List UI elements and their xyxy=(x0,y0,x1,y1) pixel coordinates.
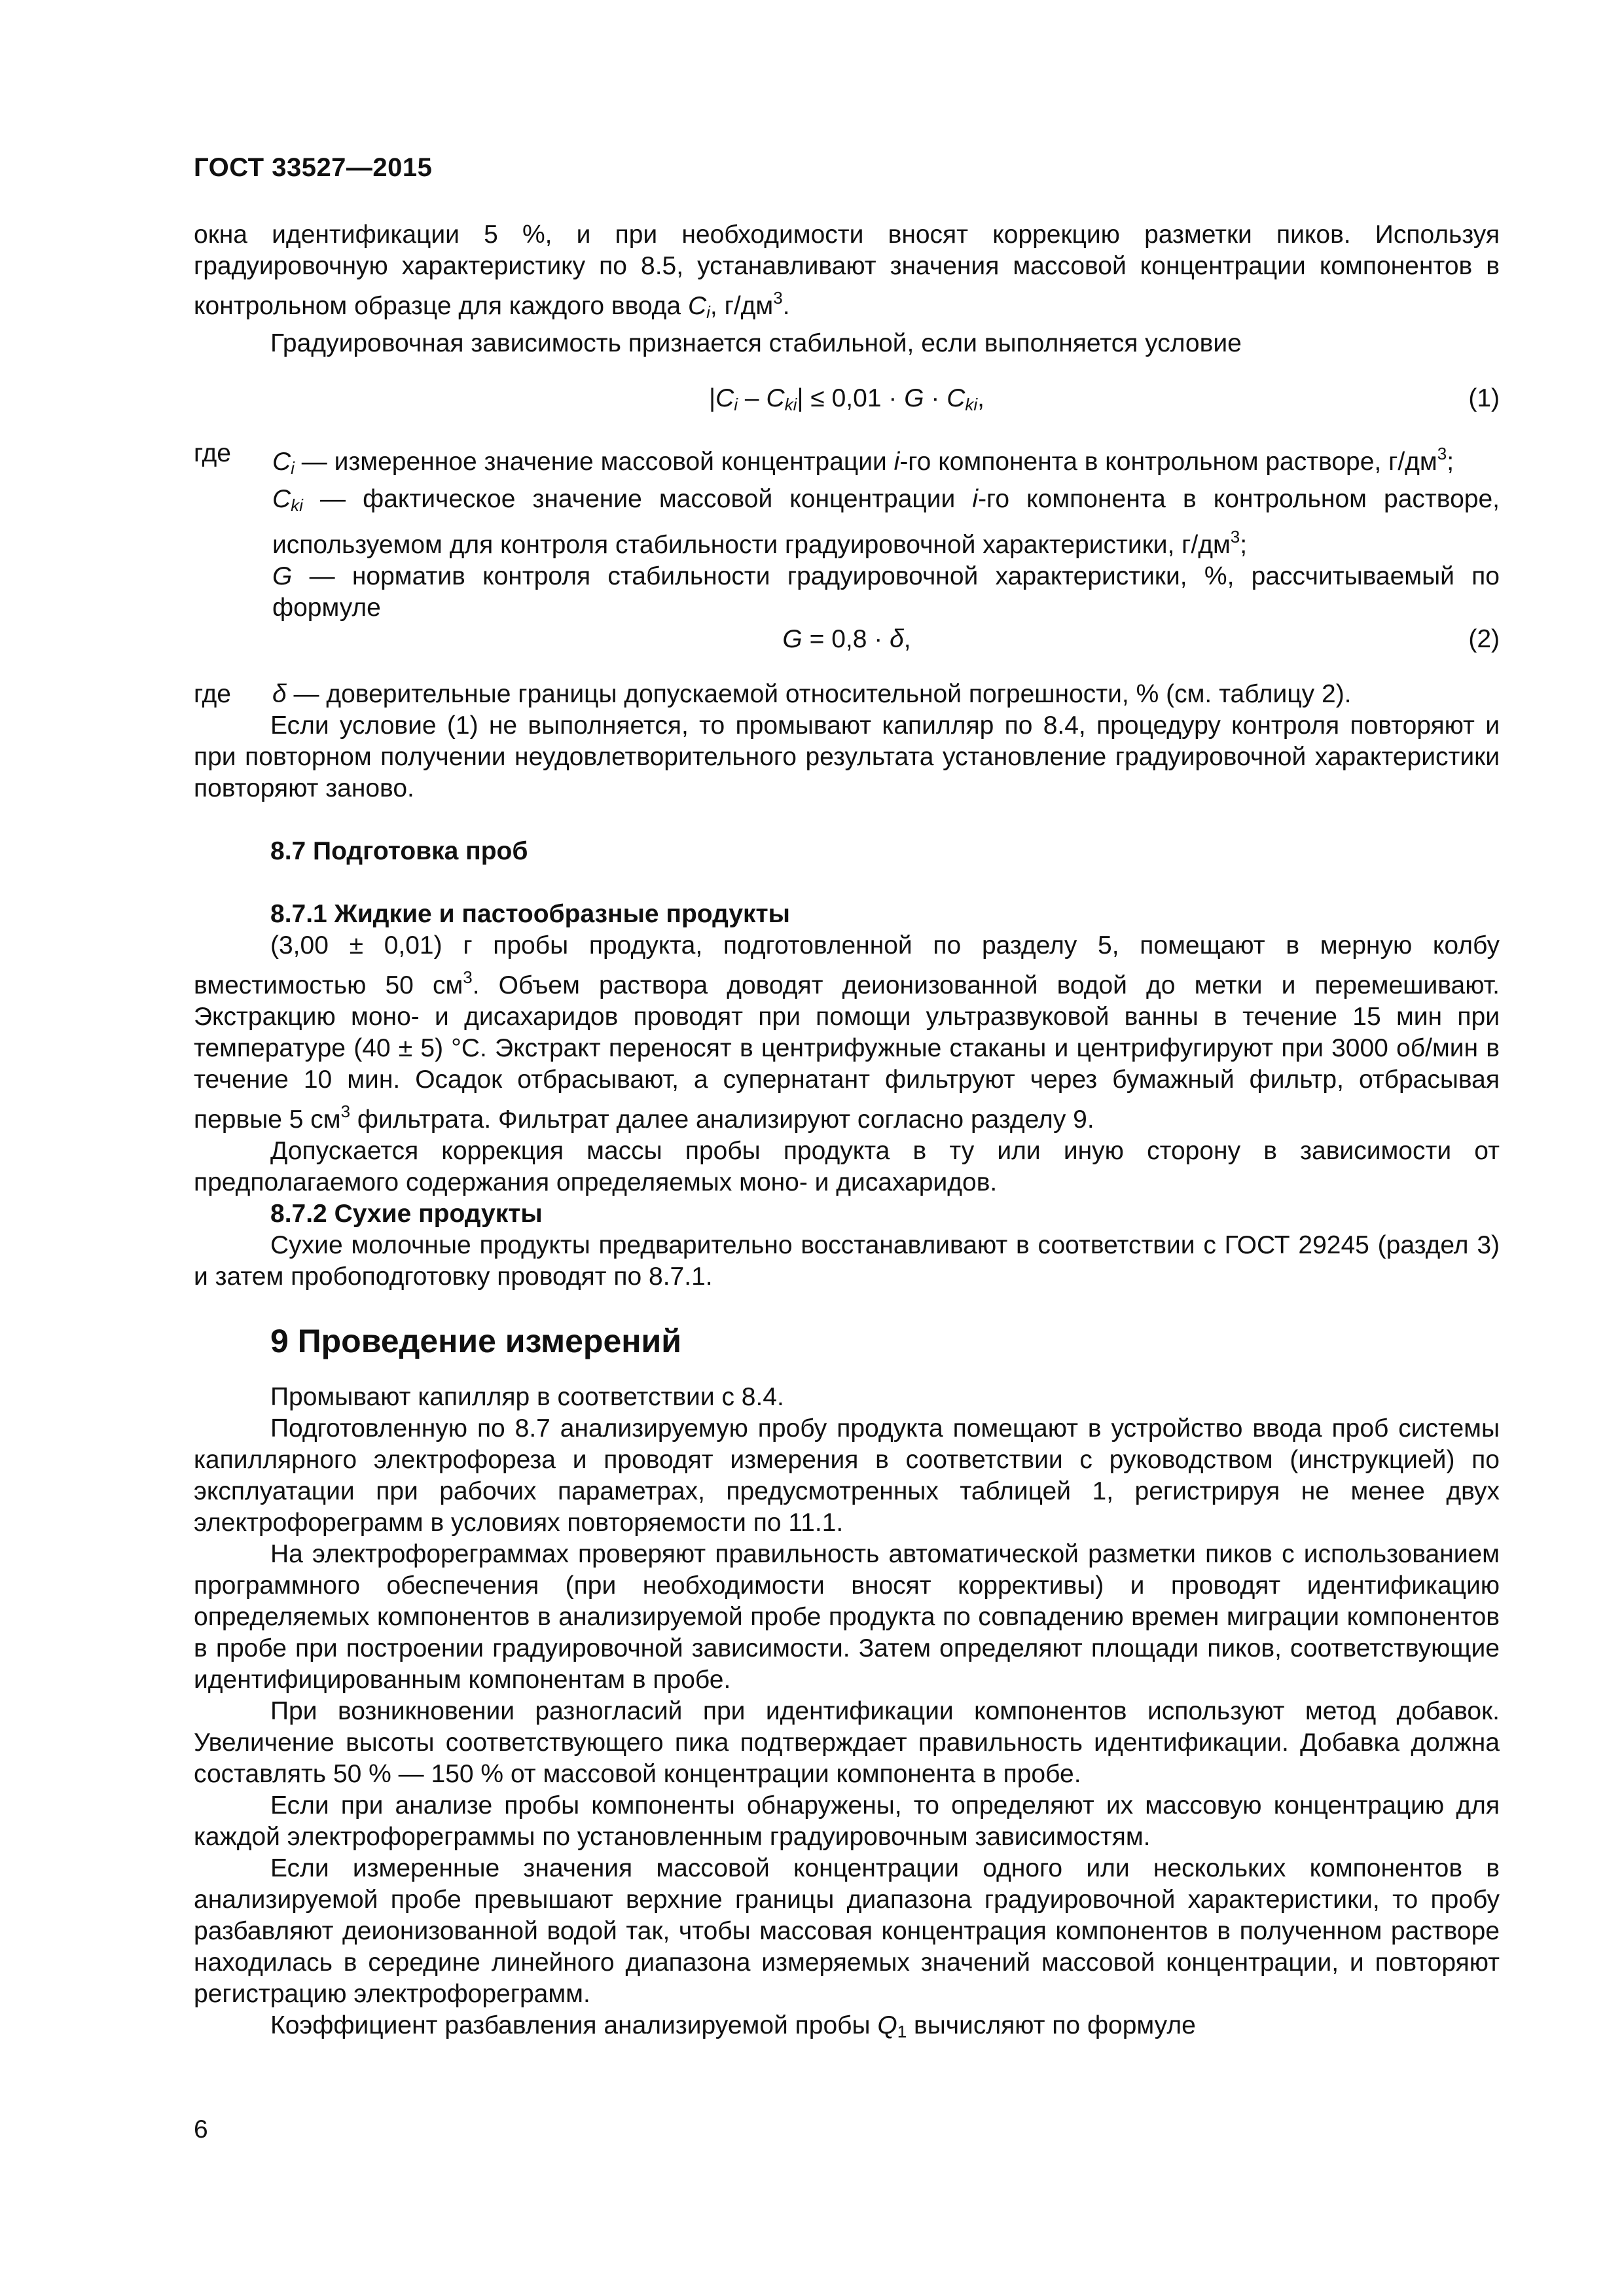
subsection-heading: 8.7.2 Сухие продукты xyxy=(270,1200,543,1228)
paragraph: Коэффициент разбавления анализируемой пробы $Q_1$ вычисляют по формуле xyxy=(270,2011,1196,2041)
paragraph: Сухие молочные продукты предварительно восстанавливают в соответствии с ГОСТ 29245 (раздел 3) и затем пробоподготовку проводят по 8.7.1. xyxy=(194,1231,1500,1291)
definition: G — норматив контроля стабильности градуировочной характеристики, %, рассчитываемый по формуле xyxy=(272,562,1500,622)
paragraph: Если измеренные значения массовой концентрации одного или нескольких компонентов в анализируемой пробе превышают верхние границы диапазона градуировочной характеристики, то пробу разбавляют деионизованной водой так, чтобы массовая концентрация компонентов в полученном растворе находилась в середине линейного диапазона измеряемых значений массовой концентрации, и повторяют регистрацию электрофореграмм. xyxy=(194,1854,1500,2008)
paragraph: На электрофореграммах проверяют правильность автоматической разметки пиков с использованием программного обеспечения (при необходимости вносят коррективы) и проводят идентификацию определяемых компонентов в анализируемой пробе продукта по совпадению времен миграции компонентов в пробе при построении градуировочной зависимости. Затем определяют площади пиков, соответствующие идентифицированным компонентам в пробе. xyxy=(194,1540,1500,1694)
where-block-1: где $C_i$ — измеренное значение массовой концентрации i-го компонента в контрольном растворе, $г/дм^3$; $C_{ki}$ — фактическое значение массовой концентрации i-го компонента в контрольном растворе, используемом для контроля стабильности градуировочной характеристики, $г/дм^3$; G — норматив контроля стабильности градуировочной характеристики, %, рассчитываемый по формуле xyxy=(194,438,1500,624)
formula-2: G = 0,8 · δ, (2) xyxy=(194,624,1500,655)
paragraph: Если при анализе пробы компоненты обнаружены, то определяют их массовую концентрацию для каждой электрофореграммы по установленным градуировочным зависимостям. xyxy=(194,1791,1500,1851)
paragraph: Допускается коррекция массы пробы продукта в ту или иную сторону в зависимости от предполагаемого содержания определяемых моно- и дисахаридов. xyxy=(194,1137,1500,1196)
chapter-heading: 9 Проведение измерений xyxy=(270,1323,681,1359)
paragraph: окна идентификации 5 %, и при необходимости вносят коррекцию разметки пиков. Используя градуировочную характеристику по 8.5, устанавливают значения массовой концентрации компонентов в контрольном образце для каждого ввода $C_i$, $г/дм^3$. xyxy=(194,221,1500,322)
definition: $C_i$ — измеренное значение массовой концентрации i-го компонента в контрольном растворе, $г/дм^3$; xyxy=(272,444,1454,478)
definition: δ — доверительные границы допускаемой относительной погрешности, % (см. таблицу 2). xyxy=(272,680,1352,708)
definition: $C_{ki}$ — фактическое значение массовой концентрации i-го компонента в контрольном растворе, используемом для контроля стабильности градуировочной характеристики, $г/дм^3$; xyxy=(272,485,1500,559)
section-heading: 8.7 Подготовка проб xyxy=(270,837,528,865)
paragraph: Градуировочная зависимость признается стабильной, если выполняется условие xyxy=(270,329,1242,357)
page-number: 6 xyxy=(194,2115,208,2144)
paragraph: Промывают капилляр в соответствии с 8.4. xyxy=(270,1383,784,1411)
document-body xyxy=(194,219,1500,2047)
formula-number: (1) xyxy=(1468,384,1500,412)
subsection-heading: 8.7.1 Жидкие и пастообразные продукты xyxy=(270,900,790,928)
paragraph: Если условие (1) не выполняется, то промывают капилляр по 8.4, процедуру контроля повторяют и при повторном получении неудовлетворительного результата установление градуировочной характеристики повторяют заново. xyxy=(194,711,1500,802)
where-block-2: где δ — доверительные границы допускаемой относительной погрешности, % (см. таблицу 2). xyxy=(194,679,1500,710)
paragraph: (3,00 ± 0,01) г пробы продукта, подготовленной по разделу 5, помещают в мерную колбу вместимостью 50 $см^3$. Объем раствора доводят деионизованной водой до метки и перемешивают. Экстракцию моно- и дисахаридов проводят при помощи ультразвуковой ванны в течение 15 мин при температуре (40 ± 5) °С. Экстракт переносят в центрифужные стаканы и центрифугируют при 3000 об/мин в течение 10 мин. Осадок отбрасывают, а супернатант фильтруют через бумажный фильтр, отбрасывая первые 5 $см^3$ фильтрата. Фильтрат далее анализируют согласно разделу 9. xyxy=(194,931,1500,1134)
paragraph: При возникновении разногласий при идентификации компонентов используют метод добавок. Увеличение высоты соответствующего пика подтверждает правильность идентификации. Добавка должна составлять 50 % — 150 % от массовой концентрации компонента в пробе. xyxy=(194,1697,1500,1788)
paragraph: Подготовленную по 8.7 анализируемую пробу продукта помещают в устройство ввода проб системы капиллярного электрофореза и проводят измерения в соответствии с руководством (инструкцией) по эксплуатации при рабочих параметрах, предусмотренных таблицей 1, регистрируя не менее двух электрофореграмм в условиях повторяемости по 11.1. xyxy=(194,1414,1500,1537)
document-header: ГОСТ 33527—2015 xyxy=(194,153,433,182)
formula-number: (2) xyxy=(1468,625,1500,653)
formula-1: $|C_i - C_{ki}| \le 0,01 \cdot G \cdot C_{ki}$, (1) xyxy=(708,384,1500,414)
